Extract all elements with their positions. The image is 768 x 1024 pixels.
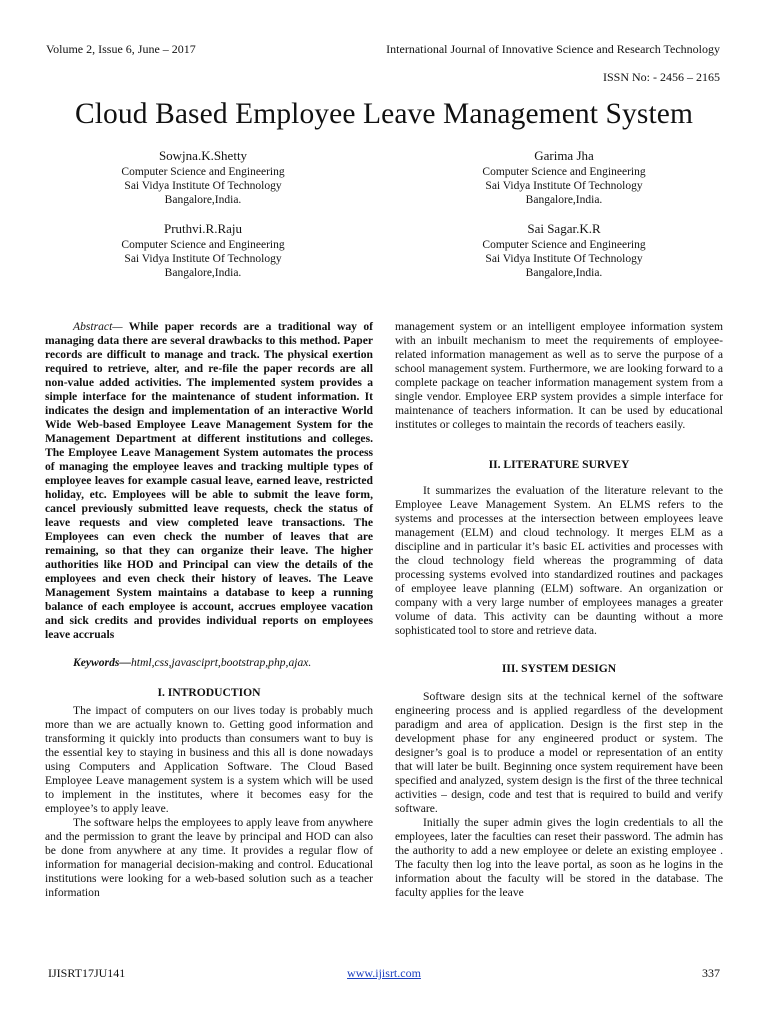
volume-issue: Volume 2, Issue 6, June – 2017 (46, 42, 196, 56)
author-dept: Computer Science and Engineering (121, 166, 285, 178)
author-institution: Sai Vidya Institute Of Technology (124, 253, 282, 265)
paper-code: IJISRT17JU141 (48, 966, 126, 980)
paper-title: Cloud Based Employee Leave Management System (74, 98, 693, 130)
intro-paragraph-2: The software helps the employees to apply leave from anywhere and the permission to grant the leave by principal and HOD can also be done from anywhere at any time. It provides a regular flow of information for managerial decision-making and control. Educational institutions were looking for a web-based solution such as a teacher information (45, 816, 373, 899)
abstract (45, 320, 373, 642)
author-name: Sai Sagar.K.R (527, 221, 601, 236)
author-dept: Computer Science and Engineering (482, 239, 646, 251)
left-column (45, 320, 373, 900)
author-name: Garima Jha (534, 148, 594, 163)
system-design-paragraph-2: Initially the super admin gives the login credentials to all the employees, later the faculties can reset their password. The admin has the authority to add a new employee or delete an existing employee . The faculty then log into the leave portal, as soon as he logins in the information about the faculty will be stored in the database. The faculty applies for the leave (395, 816, 723, 899)
author-dept: Computer Science and Engineering (121, 239, 285, 251)
author-city: Bangalore,India. (525, 267, 603, 279)
intro-continuation: management system or an intelligent employee information system with an inbuilt mechanism to meet the requirements of employee-related information management as well as to serve the purpose of a school management system. Furthermore, we are looking forward to a complete package on teacher information management system from a single vendor. Employee ERP system provides a simple interface for maintenance of teachers information. It can be used by educational institutes or colleges to maintain the records of teachers easily. (395, 320, 723, 431)
section-heading-introduction: I. INTRODUCTION (157, 686, 261, 699)
keywords-label: Keywords— (73, 656, 131, 669)
issn: ISSN No: - 2456 – 2165 (602, 70, 720, 84)
author-institution: Sai Vidya Institute Of Technology (485, 180, 643, 192)
author-institution: Sai Vidya Institute Of Technology (485, 253, 643, 265)
system-design-paragraph-1: Software design sits at the technical kernel of the software engineering process and is applied regardless of the development paradigm and area of application. Design is the first step in the development phase for any engineered product or system. The designer’s goal is to produce a model or representation of an entity that will later be built. Beginning once system requirement have been specified and analyzed, system design is the first of the three technical activities – design, code and test that is required to build and verify software. (395, 690, 723, 815)
author-dept: Computer Science and Engineering (482, 166, 646, 178)
intro-paragraph-1: The impact of computers on our lives today is probably much more than we are actually known to. Getting good information and transforming it quickly into products than consumers want to buy is the essential key to staying in business and this all is done nowadays using Computers and Application Software. The Cloud Based Employee Leave management system is a system which will be used to implement in the institutes, where it becomes easy for the employee’s to apply leave. (45, 704, 373, 815)
journal-website-link[interactable]: www.ijisrt.com (347, 966, 421, 980)
keywords (45, 656, 373, 670)
author-city: Bangalore,India. (164, 267, 242, 279)
author-block (78, 147, 328, 207)
keywords-text: html,css,javasciprt,bootstrap,php,ajax. (130, 656, 312, 669)
author-block (439, 220, 689, 280)
journal-name: International Journal of Innovative Science and Research Technology (386, 42, 720, 56)
author-name: Pruthvi.R.Raju (163, 221, 242, 236)
author-city: Bangalore,India. (164, 194, 242, 206)
literature-paragraph: It summarizes the evaluation of the literature relevant to the Employee Leave Management System. An ELMS refers to the systems and processes at the intersection between employees leave management (ELM) and cloud technology. It merges ELM as a discipline and in particular it’s basic EL activities and processes with the cloud technology field whereas the programming of data processing systems evolved into standardized routines and packages of employee leave planning (ELM) software. An organization or company with a very large number of employees manages a greater volume of data. This activity can be daunting without a more sophisticated tool to store and retrieve data. (395, 484, 723, 637)
section-heading-system-design: III. SYSTEM DESIGN (501, 662, 617, 675)
author-institution: Sai Vidya Institute Of Technology (124, 180, 282, 192)
right-column (395, 320, 723, 900)
footer-link-wrap (0, 966, 768, 981)
author-name: Sowjna.K.Shetty (158, 148, 248, 163)
author-block (78, 220, 328, 280)
abstract-text: While paper records are a traditional way of managing data there are several drawbacks to this method. Paper records are difficult to manage and track. The physical exertion required to retrieve, alter, and re-file the paper records are all non-value added activities. The implemented system provides a simple interface for the maintenance of student information. It indicates the design and implementation of an interactive World Wide Web-based Employee Leave Management System for the Management Department at different institutions and colleges. The Employee Leave Management System automates the process of managing the employee leaves and tracking multiple types of employee leaves for example casual leave, earned leave, restricted holiday, etc. Employees will be able to submit the leave form, cancel previously submitted leave requests, check the status of leave requests and view completed leave transactions. The Employees can even check the number of leaves that are remaining, so that they can organize their leave. The higher authorities like HOD and Principal can view the details of the employees and even check their history of leaves. The Leave Management System maintains a database to keep a running balance of each employee is account, accrues employee vacation and sick credits and provides individual reports on employees leave accruals (45, 320, 373, 641)
abstract-label: Abstract— (73, 320, 123, 333)
page-number: 337 (702, 966, 720, 980)
author-city: Bangalore,India. (525, 194, 603, 206)
author-block (439, 147, 689, 207)
section-heading-literature-survey: II. LITERATURE SURVEY (488, 458, 630, 471)
